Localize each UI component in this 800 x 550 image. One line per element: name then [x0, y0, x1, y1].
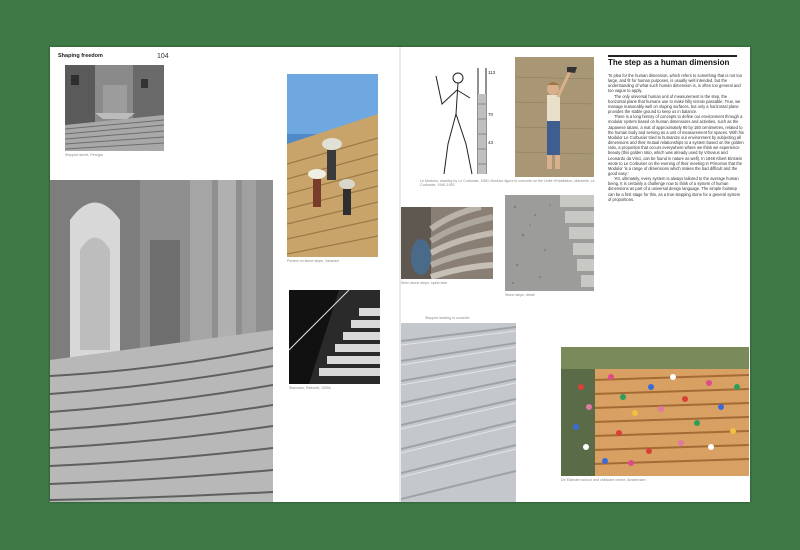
photo-porters-on-steps [287, 74, 378, 257]
photo-staircase-shadow [289, 290, 380, 384]
caption-stepped-seating: Stepped seating in concrete [425, 316, 470, 320]
photo-stepped-street [65, 65, 164, 151]
paragraph-2: The only universal human unit of measurement is the step, the horizontal plane that humans use to make hilly terrain passable. True, we manage reasonably well on sloping surfaces, but only a horizontal plane provides the stable ground to keep us in balance. [608, 93, 741, 115]
caption-modulor: Le Modulor, drawing by Le Corbusier, 1950; Modulor figure in concrete on the Unité d'Habitation, Marseille, Le Corbusier, 1946-1952 [420, 179, 595, 188]
photo-modulor-wall-person [515, 57, 594, 177]
paragraph-1: To plea for the human dimension, which refers to something that is not too large, and fit for human purposes, is usually well intended, but the understanding of what such human dimension is, is often too general and too vague to apply. [608, 73, 743, 94]
running-head: Shaping freedom [58, 53, 103, 59]
page-number: 104 [157, 53, 169, 60]
caption-porters: Porters on stone steps, Varanasi [287, 259, 339, 263]
article-title: The step as a human dimension [608, 58, 730, 67]
photo-stepped-seating [401, 323, 516, 502]
photo-granite-steps [505, 195, 594, 291]
caption-staircase-shadow: Staircase, Rietveld, 1930s [289, 386, 331, 390]
modulor-mark-113: 113 [488, 70, 496, 75]
caption-granite: Stone steps, detail [505, 293, 535, 297]
photo-spiral-steps [401, 207, 493, 279]
magazine-spread [50, 47, 750, 502]
modulor-mark-70: 70 [488, 112, 494, 117]
paragraph-3: There is a long history of concepts to define our environment through a modular system based on human dimensions and activities, such as the Japanese tatami, a mat of approximately 90 by 180 centimetres, related to the human body and serving as a unit of measurement for spaces. With his Modulor Le Corbusier tried to humanize our environment by subjecting all dimensions and their mutual relationships to a system based on the golden ratio, a proportion that occurs everywhere where we think we experience beauty (this golden ratio, which was already used by Vitruvius and Leonardo da Vinci, can be found in nature as well). In 1948 Albert Einstein wrote to Le Corbusier on the evening of their meeting in Princeton that the Modulor 'is a range of dimensions which makes the bad difficult and the good easy.' [608, 114, 744, 176]
photo-modulor-drawing [420, 64, 509, 177]
title-rule [608, 55, 737, 57]
paragraph-4: Yet, ultimately, every system is always tailored to the average human being. It is certainly a challenge now to think of a system of human dimensions as part of a universal design language. The simple footstep can be a first stage for this, as a true stepping stone for a general system of proportions. [608, 176, 741, 202]
modulor-mark-43: 43 [488, 140, 494, 145]
caption-stepped-street: Stepped street, Perugia [65, 153, 103, 157]
photo-children-on-steps [561, 347, 749, 476]
photo-wells-cathedral-steps [50, 180, 273, 502]
caption-children: De Eilanden school and childcare centre, Amsterdam [561, 478, 646, 482]
caption-spiral-steps: Worn stone steps, spiral stair [401, 281, 448, 285]
page-gutter [399, 47, 401, 502]
article-body [608, 73, 744, 202]
